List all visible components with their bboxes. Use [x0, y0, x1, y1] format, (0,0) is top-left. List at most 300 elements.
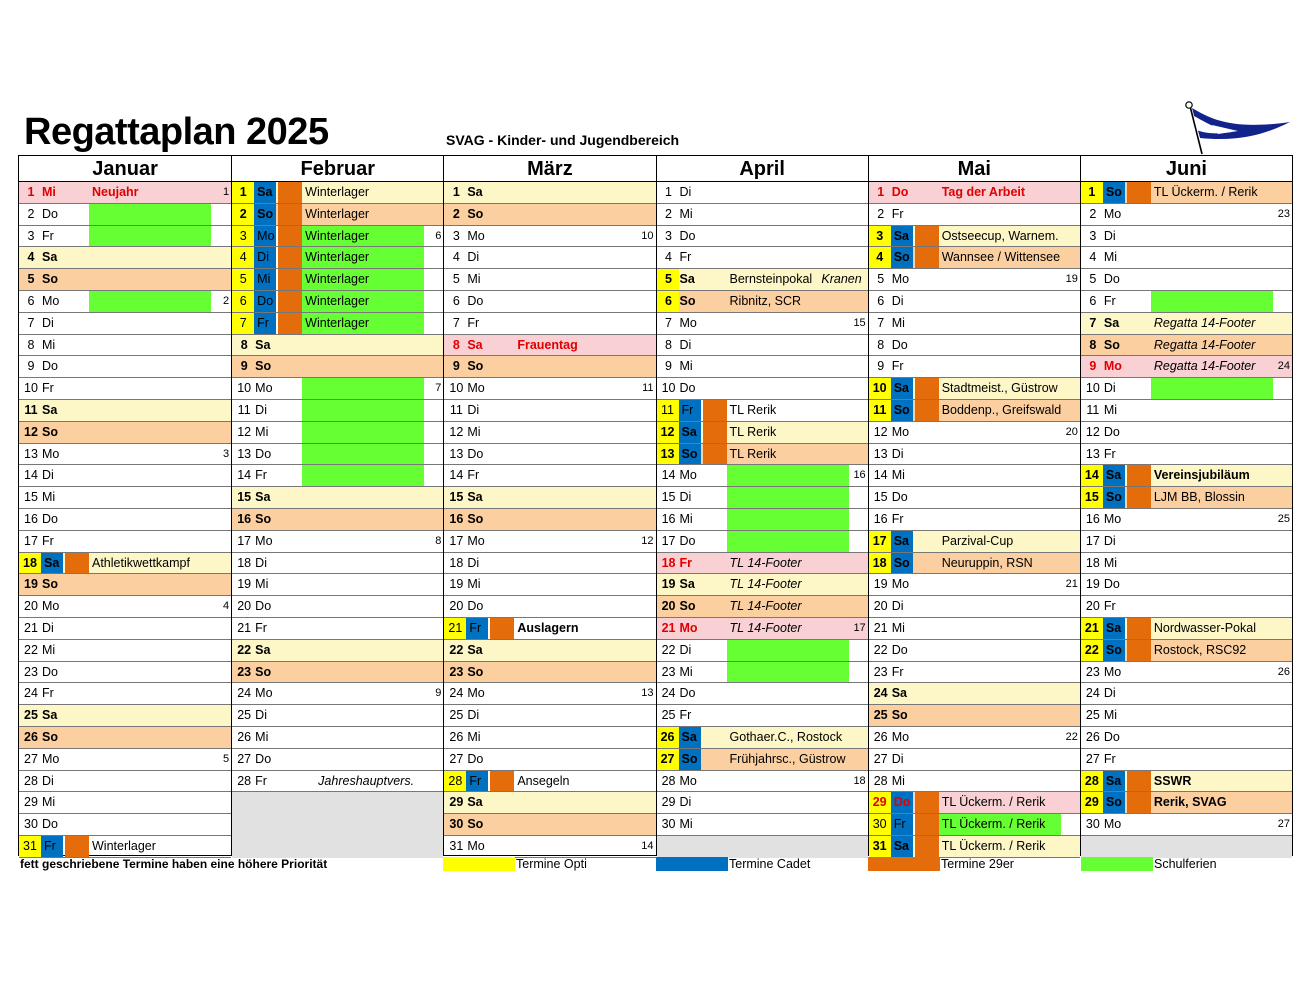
day-row[interactable]: [444, 531, 655, 553]
day-row[interactable]: [444, 422, 655, 444]
day-row[interactable]: [1081, 509, 1292, 531]
day-row[interactable]: [869, 574, 1080, 596]
day-row[interactable]: [444, 444, 655, 466]
day-row[interactable]: [657, 422, 868, 444]
day-row[interactable]: [1081, 182, 1292, 204]
weekday: Mo: [1103, 359, 1122, 374]
day-row[interactable]: [657, 531, 868, 553]
day-row[interactable]: [657, 640, 868, 662]
day-row[interactable]: [869, 749, 1080, 771]
weekday: Mo: [891, 424, 910, 439]
29er-marker: [278, 313, 302, 334]
day-row[interactable]: [657, 444, 868, 466]
legend-label: Schulferien: [1154, 857, 1217, 871]
day-row[interactable]: [444, 487, 655, 509]
day-row[interactable]: [444, 749, 655, 771]
day-row[interactable]: [444, 356, 655, 378]
event-label: Bernsteinpokal: [729, 272, 813, 287]
month-body: [444, 182, 655, 855]
day-row[interactable]: [657, 269, 868, 291]
day-number: 7: [452, 315, 460, 330]
day-row[interactable]: [869, 487, 1080, 509]
day-row[interactable]: [19, 313, 231, 335]
weekday: Do: [1103, 730, 1120, 744]
day-number: 14: [1084, 468, 1099, 483]
day-number: 12: [237, 424, 252, 439]
day-row[interactable]: [869, 553, 1080, 575]
day-row[interactable]: [657, 204, 868, 226]
event-label: TL Rerik: [729, 403, 777, 417]
day-row[interactable]: [1081, 226, 1292, 248]
weekday: Mo: [891, 272, 910, 287]
day-row[interactable]: [19, 531, 231, 553]
day-row[interactable]: [1081, 247, 1292, 269]
day-row[interactable]: [19, 574, 231, 596]
day-row[interactable]: [1081, 618, 1292, 640]
day-row[interactable]: [444, 792, 655, 814]
day-row[interactable]: [19, 662, 231, 684]
day-row[interactable]: [232, 749, 443, 771]
day-row[interactable]: [19, 356, 231, 378]
day-row[interactable]: [1081, 640, 1292, 662]
day-row[interactable]: [444, 378, 655, 400]
day-row[interactable]: [1081, 204, 1292, 226]
week-number: 27: [1277, 818, 1291, 831]
day-row[interactable]: [869, 531, 1080, 553]
day-row[interactable]: [444, 509, 655, 531]
day-row[interactable]: [869, 618, 1080, 640]
day-row[interactable]: [657, 335, 868, 357]
day-row[interactable]: [19, 814, 231, 836]
day-row[interactable]: [232, 596, 443, 618]
day-row[interactable]: [1081, 444, 1292, 466]
day-number: 10: [872, 381, 887, 396]
weekday: Do: [42, 664, 58, 679]
day-row[interactable]: [19, 509, 231, 531]
day-row[interactable]: [19, 683, 231, 705]
month-column: [19, 156, 231, 855]
day-number: 9: [240, 359, 248, 374]
weekday: Sa: [893, 533, 909, 548]
weekday: Di: [1103, 686, 1116, 701]
day-row[interactable]: [232, 444, 443, 466]
weekday: Do: [255, 599, 272, 614]
day-row[interactable]: [869, 182, 1080, 204]
day-row[interactable]: [657, 662, 868, 684]
day-row[interactable]: [869, 291, 1080, 313]
day-row[interactable]: [232, 422, 443, 444]
day-row[interactable]: [657, 792, 868, 814]
weekday: Sa: [255, 337, 271, 352]
day-row[interactable]: [1081, 553, 1292, 575]
day-number: 25: [1085, 708, 1100, 723]
day-row[interactable]: [1081, 400, 1292, 422]
weekday: Fr: [1103, 751, 1116, 766]
day-number: 12: [449, 424, 464, 439]
day-row[interactable]: [869, 814, 1080, 836]
day-row[interactable]: [19, 465, 231, 487]
weekday: Di: [42, 315, 54, 330]
day-row[interactable]: [1081, 771, 1292, 793]
weekday: So: [42, 730, 58, 744]
weekday: Mi: [679, 206, 693, 221]
day-row[interactable]: [232, 400, 443, 422]
weekday: Fr: [891, 206, 904, 221]
day-row[interactable]: [657, 400, 868, 422]
day-row[interactable]: [1081, 662, 1292, 684]
day-number: 13: [449, 446, 464, 461]
day-row[interactable]: [1081, 269, 1292, 291]
event-label: Neujahr: [92, 185, 139, 199]
day-row[interactable]: [1081, 313, 1292, 335]
day-number: 23: [661, 664, 676, 679]
day-row[interactable]: [19, 269, 231, 291]
weekday: Mo: [42, 294, 60, 308]
weekday: Fr: [44, 839, 56, 853]
day-number: 9: [452, 359, 460, 374]
day-row[interactable]: [869, 335, 1080, 357]
day-row[interactable]: [19, 705, 231, 727]
day-number: 7: [877, 315, 885, 330]
day-row[interactable]: [657, 247, 868, 269]
month-body: [657, 182, 868, 855]
day-row[interactable]: [1081, 749, 1292, 771]
day-row[interactable]: [19, 335, 231, 357]
day-row[interactable]: [657, 553, 868, 575]
day-row[interactable]: [444, 247, 655, 269]
day-row[interactable]: [657, 596, 868, 618]
day-row[interactable]: [1081, 356, 1292, 378]
day-number: 4: [665, 250, 672, 265]
day-row[interactable]: [19, 771, 231, 793]
29er-marker: [915, 836, 939, 857]
day-row[interactable]: [444, 226, 655, 248]
day-number: 22: [237, 642, 252, 657]
day-row[interactable]: [657, 749, 868, 771]
day-number: 4: [876, 250, 884, 265]
day-number: 23: [237, 664, 252, 679]
day-row[interactable]: [657, 182, 868, 204]
day-row[interactable]: [444, 313, 655, 335]
day-number: 5: [452, 272, 460, 287]
day-row[interactable]: [19, 226, 231, 248]
month-column: [443, 156, 655, 855]
day-row[interactable]: [444, 465, 655, 487]
day-row[interactable]: [232, 727, 443, 749]
29er-marker: [1127, 487, 1151, 508]
weekday: Sa: [42, 250, 58, 265]
day-row[interactable]: [657, 814, 868, 836]
day-row[interactable]: [444, 596, 655, 618]
day-row[interactable]: [1081, 487, 1292, 509]
day-row[interactable]: [19, 836, 231, 858]
day-row[interactable]: [444, 662, 655, 684]
day-row[interactable]: [869, 400, 1080, 422]
day-row[interactable]: [657, 487, 868, 509]
weekday: Fr: [891, 359, 904, 374]
day-number: 1: [452, 185, 460, 199]
day-row[interactable]: [232, 771, 443, 793]
day-row[interactable]: [232, 683, 443, 705]
weekday: Mi: [467, 730, 481, 744]
day-row[interactable]: [19, 204, 231, 226]
weekday: Mo: [679, 621, 698, 635]
weekday: Sa: [467, 795, 483, 810]
day-row[interactable]: [1081, 574, 1292, 596]
day-number: 21: [448, 621, 463, 635]
weekday: So: [679, 294, 696, 308]
weekday: Mi: [42, 795, 56, 810]
day-number: 16: [237, 512, 252, 526]
day-number: 22: [449, 642, 464, 657]
day-row[interactable]: [232, 705, 443, 727]
day-row[interactable]: [232, 226, 443, 248]
day-row[interactable]: [232, 182, 443, 204]
day-row[interactable]: [657, 727, 868, 749]
day-row[interactable]: [1081, 465, 1292, 487]
day-row[interactable]: [444, 400, 655, 422]
event-label: Athletikwettkampf: [92, 555, 190, 570]
day-row[interactable]: [232, 509, 443, 531]
day-number: 6: [452, 294, 460, 308]
weekday: Di: [891, 599, 904, 614]
day-number: 15: [449, 490, 464, 505]
day-row[interactable]: [869, 662, 1080, 684]
day-row[interactable]: [19, 749, 231, 771]
weekday: Sa: [681, 424, 697, 439]
day-row[interactable]: [657, 771, 868, 793]
event-label: Vereinsjubiläum: [1153, 468, 1250, 483]
weekday: Di: [255, 555, 267, 570]
day-row[interactable]: [869, 313, 1080, 335]
day-row[interactable]: [444, 640, 655, 662]
day-row[interactable]: [869, 226, 1080, 248]
day-row[interactable]: [232, 574, 443, 596]
day-row[interactable]: [19, 247, 231, 269]
day-number: 28: [237, 773, 252, 788]
day-row[interactable]: [19, 444, 231, 466]
day-row[interactable]: [657, 378, 868, 400]
event-label: LJM BB, Blossin: [1153, 490, 1245, 505]
day-row[interactable]: [869, 378, 1080, 400]
day-row[interactable]: [19, 378, 231, 400]
day-row[interactable]: [657, 291, 868, 313]
weekday: Mi: [891, 468, 905, 483]
schulferien-marker: [302, 378, 424, 399]
day-row[interactable]: [444, 182, 655, 204]
day-row[interactable]: [232, 204, 443, 226]
day-row[interactable]: [232, 618, 443, 640]
day-row[interactable]: [657, 574, 868, 596]
day-row[interactable]: [19, 596, 231, 618]
day-row[interactable]: [444, 269, 655, 291]
weekday: Do: [255, 751, 272, 766]
day-row[interactable]: [232, 335, 443, 357]
weekday: Mi: [42, 185, 56, 199]
weekday: So: [893, 555, 910, 570]
day-number: 4: [239, 250, 247, 265]
day-row[interactable]: [869, 792, 1080, 814]
day-row[interactable]: [869, 640, 1080, 662]
day-row[interactable]: [869, 247, 1080, 269]
legend-swatch: [868, 857, 940, 871]
day-row[interactable]: [444, 574, 655, 596]
day-number: 18: [449, 555, 464, 570]
weekday: Mo: [255, 686, 273, 701]
day-row[interactable]: [444, 291, 655, 313]
day-row[interactable]: [1081, 422, 1292, 444]
week-number: 14: [641, 840, 654, 852]
day-number: 21: [24, 621, 38, 635]
day-row[interactable]: [657, 313, 868, 335]
day-number: 7: [239, 315, 247, 330]
month-header: Mai: [869, 156, 1080, 182]
day-row[interactable]: [1081, 814, 1292, 836]
day-row[interactable]: [1081, 335, 1292, 357]
day-row[interactable]: [232, 247, 443, 269]
day-row[interactable]: [232, 487, 443, 509]
day-row[interactable]: [232, 378, 443, 400]
day-number: 13: [1085, 446, 1100, 461]
day-row[interactable]: [869, 465, 1080, 487]
day-row[interactable]: [232, 465, 443, 487]
day-row[interactable]: [1081, 531, 1292, 553]
weekday: So: [681, 751, 698, 766]
day-number: 19: [24, 577, 38, 592]
day-number: 19: [873, 577, 888, 592]
weekday: Fr: [1103, 446, 1116, 461]
day-row[interactable]: [232, 356, 443, 378]
schulferien-marker: [89, 226, 211, 247]
day-row[interactable]: [19, 487, 231, 509]
day-row[interactable]: [869, 422, 1080, 444]
day-row[interactable]: [444, 771, 655, 793]
day-number: 27: [1085, 751, 1100, 766]
day-row[interactable]: [869, 836, 1080, 858]
day-row[interactable]: [1081, 705, 1292, 727]
day-row[interactable]: [19, 291, 231, 313]
29er-marker: [703, 444, 727, 465]
day-row[interactable]: [232, 553, 443, 575]
event-label: Tag der Arbeit: [941, 185, 1026, 199]
day-row[interactable]: [869, 596, 1080, 618]
legend-label: Termine 29er: [941, 857, 1014, 871]
legend-swatch: [1081, 857, 1153, 871]
day-number: 12: [1085, 424, 1100, 439]
day-row[interactable]: [232, 269, 443, 291]
day-number: 4: [452, 250, 460, 265]
day-row[interactable]: [869, 705, 1080, 727]
day-row[interactable]: [869, 204, 1080, 226]
day-row[interactable]: [232, 531, 443, 553]
day-row[interactable]: [1081, 596, 1292, 618]
day-row[interactable]: [19, 618, 231, 640]
day-row[interactable]: [19, 422, 231, 444]
day-row[interactable]: [232, 662, 443, 684]
day-number: 17: [1085, 533, 1100, 548]
week-number: 9: [435, 687, 442, 700]
day-number: 1: [239, 185, 247, 199]
day-row[interactable]: [657, 618, 868, 640]
day-row[interactable]: [657, 356, 868, 378]
day-row[interactable]: [1081, 378, 1292, 400]
day-row[interactable]: [1081, 291, 1292, 313]
day-row[interactable]: [444, 553, 655, 575]
weekday: Do: [467, 599, 484, 614]
day-row[interactable]: [657, 509, 868, 531]
day-row[interactable]: [1081, 683, 1292, 705]
day-row[interactable]: [869, 683, 1080, 705]
day-row[interactable]: [19, 640, 231, 662]
weekday: Do: [679, 228, 696, 243]
day-number: 2: [877, 206, 885, 221]
day-row[interactable]: [444, 705, 655, 727]
day-number: 24: [1085, 686, 1100, 701]
day-number: 16: [1085, 512, 1100, 526]
day-row[interactable]: [869, 269, 1080, 291]
day-number: 16: [873, 512, 888, 526]
weekday: Di: [891, 446, 904, 461]
day-row[interactable]: [1081, 792, 1292, 814]
29er-marker: [278, 269, 302, 290]
day-row[interactable]: [444, 836, 655, 858]
day-row[interactable]: [19, 553, 231, 575]
schulferien-marker: [89, 291, 211, 312]
day-row[interactable]: [444, 335, 655, 357]
weekday: Mi: [679, 359, 693, 374]
day-row[interactable]: [232, 640, 443, 662]
day-row[interactable]: [444, 683, 655, 705]
day-row[interactable]: [1081, 727, 1292, 749]
day-row[interactable]: [232, 291, 443, 313]
day-row[interactable]: [444, 618, 655, 640]
weekday: So: [42, 272, 58, 287]
day-row[interactable]: [869, 727, 1080, 749]
day-row[interactable]: [19, 792, 231, 814]
day-row[interactable]: [19, 727, 231, 749]
day-row[interactable]: [869, 509, 1080, 531]
weekday: Di: [891, 751, 904, 766]
day-number: 10: [24, 381, 38, 396]
29er-marker: [703, 400, 727, 421]
day-row[interactable]: [869, 444, 1080, 466]
day-row[interactable]: [869, 356, 1080, 378]
day-number: 26: [1085, 730, 1100, 744]
day-row[interactable]: [19, 400, 231, 422]
day-row[interactable]: [444, 814, 655, 836]
day-row[interactable]: [657, 705, 868, 727]
day-row[interactable]: [657, 683, 868, 705]
weekday: So: [1105, 185, 1122, 199]
day-number: 17: [24, 533, 38, 548]
day-number: 3: [876, 228, 884, 243]
weekday: So: [467, 512, 484, 526]
day-row[interactable]: [19, 182, 231, 204]
day-row[interactable]: [657, 226, 868, 248]
29er-marker: [915, 814, 939, 835]
day-row[interactable]: [232, 313, 443, 335]
day-row[interactable]: [657, 465, 868, 487]
event-label: Parzival-Cup: [941, 533, 1014, 548]
day-row[interactable]: [444, 727, 655, 749]
weekday: So: [467, 359, 484, 374]
weekday: Fr: [679, 250, 692, 265]
day-row[interactable]: [869, 771, 1080, 793]
weekday: Fr: [679, 555, 693, 570]
week-number: 5: [223, 752, 230, 765]
day-row[interactable]: [444, 204, 655, 226]
day-number: 18: [237, 555, 252, 570]
